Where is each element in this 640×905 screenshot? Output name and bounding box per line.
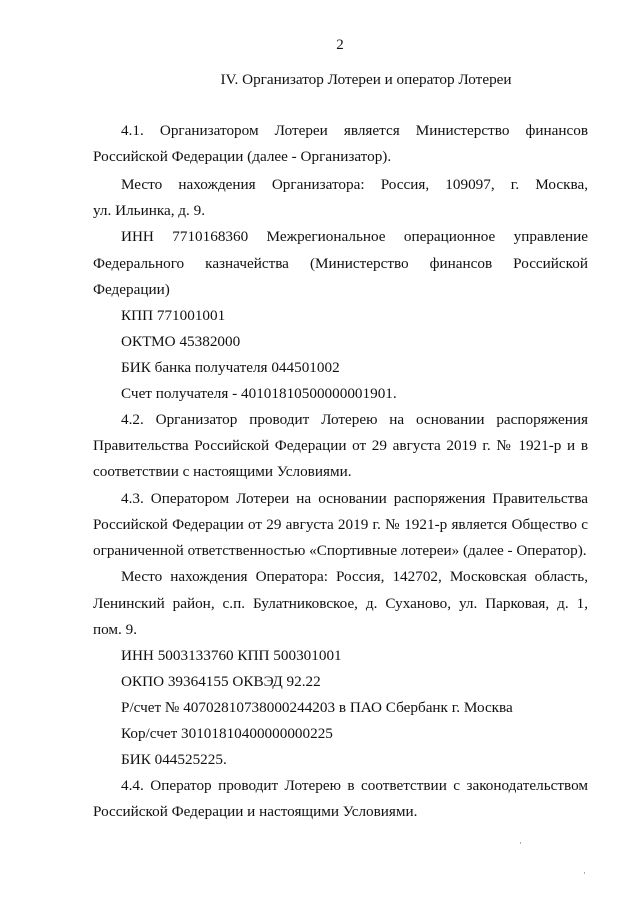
organizer-location-line-2: ул. Ильинка, д. 9. [93, 202, 206, 219]
operator-correspondent-account: Кор/счет 30101810400000000225 [121, 725, 333, 742]
scan-speck: · [583, 868, 586, 878]
operator-location-line-1: Место нахождения Оператора: Россия, 142702, Московская область, [121, 568, 588, 585]
operator-bik: БИК 044525225. [121, 751, 227, 768]
paragraph-4-3-line-1: 4.3. Оператором Лотереи на основании распоряжения Правительства [121, 490, 588, 507]
paragraph-4-4-line-1: 4.4. Оператор проводит Лотерею в соответствии с законодательством [121, 777, 588, 794]
organizer-oktmo: ОКТМО 45382000 [121, 333, 241, 350]
paragraph-4-3-line-2: Российской Федерации от 29 августа 2019 г. № 1921-р является Общество с [93, 516, 588, 533]
paragraph-4-2-line-2: Правительства Российской Федерации от 29 августа 2019 г. № 1921-р и в [93, 437, 588, 454]
organizer-location-line-1: Место нахождения Организатора: Россия, 109097, г. Москва, [121, 176, 588, 193]
section-title: IV. Организатор Лотереи и оператор Лотереи [220, 71, 512, 88]
organizer-inn-line-1: ИНН 7710168360 Межрегиональное операционное управление [121, 228, 588, 245]
paragraph-4-2-line-1: 4.2. Организатор проводит Лотерею на основании распоряжения [121, 411, 588, 428]
paragraph-4-4-line-2: Российской Федерации и настоящими Условиями. [93, 803, 418, 820]
organizer-inn-line-2: Федерального казначейства (Министерство финансов Российской [93, 255, 588, 272]
organizer-account: Счет получателя - 40101810500000001901. [121, 385, 397, 402]
page-number: 2 [336, 37, 344, 53]
operator-settlement-account: Р/счет № 40702810738000244203 в ПАО Сбербанк г. Москва [121, 699, 513, 716]
organizer-inn-line-3: Федерации) [93, 281, 170, 298]
organizer-kpp: КПП 771001001 [121, 307, 226, 324]
operator-location-line-3: пом. 9. [93, 621, 138, 638]
paragraph-4-1-line-1: 4.1. Организатором Лотереи является Министерство финансов [121, 122, 588, 139]
paragraph-4-2-line-3: соответствии с настоящими Условиями. [93, 463, 352, 480]
scan-speck: · [519, 838, 522, 848]
operator-location-line-2: Ленинский район, с.п. Булатниковское, д. Суханово, ул. Парковая, д. 1, [93, 595, 588, 612]
organizer-bik: БИК банка получателя 044501002 [121, 359, 340, 376]
paragraph-4-3-line-3: ограниченной ответственностью «Спортивные лотереи» (далее - Оператор). [93, 542, 587, 559]
operator-inn-kpp: ИНН 5003133760 КПП 500301001 [121, 647, 342, 664]
paragraph-4-1-line-2: Российской Федерации (далее - Организатор). [93, 148, 392, 165]
operator-okpo: ОКПО 39364155 ОКВЭД 92.22 [121, 673, 321, 690]
